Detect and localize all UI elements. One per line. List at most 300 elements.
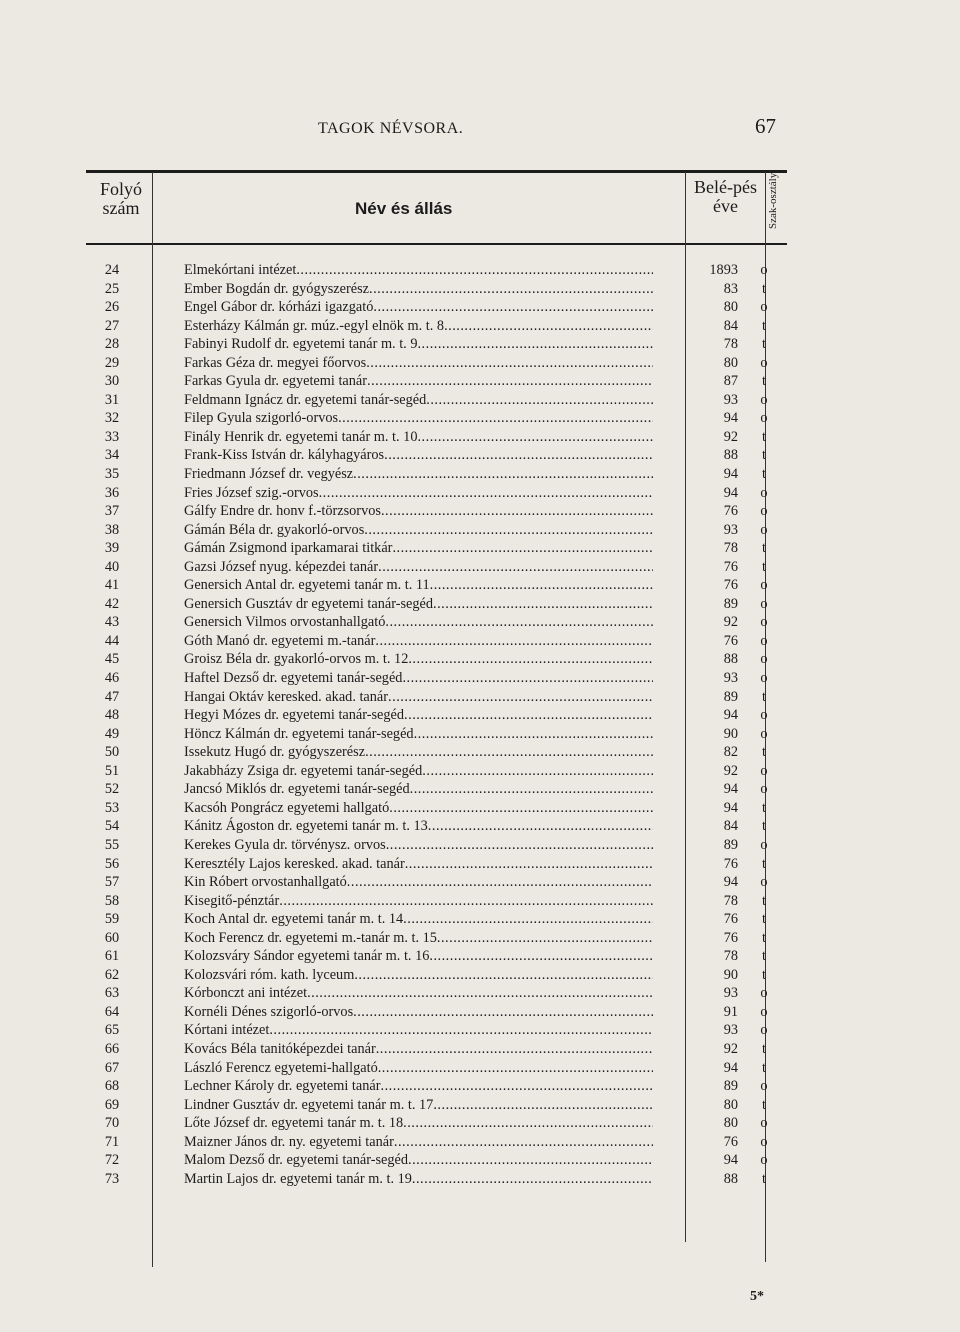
member-entry [184,446,653,465]
table-row [0,539,960,558]
member-name: Fries József szig.-orvos [184,484,319,501]
dot-leader [429,947,653,966]
member-entry [184,298,653,317]
member-entry [184,558,653,577]
table-row [0,762,960,781]
row-number: 69 [104,1096,120,1113]
member-name: Issekutz Hugó dr. gyógyszerész [184,744,366,761]
section-code: t [762,1059,766,1076]
join-year: 87 [723,373,738,390]
dot-leader [404,706,653,725]
table-row [0,1114,960,1133]
member-entry [184,261,653,280]
dot-leader [385,613,653,632]
join-year: 76 [723,1133,738,1150]
member-entry [184,929,653,948]
row-number: 34 [104,447,120,464]
table-row [0,780,960,799]
table-row [0,632,960,651]
join-year: 94 [723,874,738,891]
section-code: t [762,688,766,705]
member-entry [184,1003,653,1022]
member-entry [184,688,653,707]
table-row [0,892,960,911]
member-name: Friedmann József dr. vegyész [184,466,354,483]
member-name: Kacsóh Pongrácz egyetemi hallgató [184,799,390,816]
join-year: 94 [723,781,738,798]
join-year: 89 [723,688,738,705]
dot-leader [375,632,653,651]
dot-leader [412,1170,653,1189]
member-entry [184,1040,653,1059]
section-code: t [762,1096,766,1113]
member-name: Feldmann Ignácz dr. egyetemi tanár-segéd [184,391,427,408]
row-number: 63 [104,985,120,1002]
section-code: t [762,1170,766,1187]
row-number: 59 [104,911,120,928]
table-row [0,873,960,892]
table-row [0,502,960,521]
member-entry [184,762,653,781]
table-row [0,595,960,614]
member-name: Gámán Béla dr. gyakorló-orvos [184,521,365,538]
join-year: 82 [723,744,738,761]
join-year: 92 [723,1040,738,1057]
member-name: Hegyi Mózes dr. egyetemi tanár-segéd [184,707,405,724]
section-code: t [762,911,766,928]
row-number: 60 [104,929,120,946]
dot-leader [392,539,653,558]
row-number: 56 [104,855,120,872]
row-number: 55 [104,836,120,853]
member-entry [184,873,653,892]
dot-leader [381,502,653,521]
member-name: Genersich Gusztáv dr egyetemi tanár-segéd [184,595,434,612]
dot-leader [389,799,653,818]
member-entry [184,855,653,874]
section-code: o [760,670,768,687]
dot-leader [369,280,653,299]
row-number: 38 [104,521,120,538]
member-name: Góth Manó dr. egyetemi m.-tanár [184,632,376,649]
dot-leader [384,446,653,465]
table-row [0,261,960,280]
member-entry [184,780,653,799]
section-code: o [760,781,768,798]
dot-leader [433,1096,653,1115]
section-code: o [760,725,768,742]
table-row [0,910,960,929]
section-code: o [760,874,768,891]
table-row [0,929,960,948]
join-year: 93 [723,521,738,538]
table-row [0,688,960,707]
join-year: 84 [723,317,738,334]
row-number: 71 [104,1133,120,1150]
member-entry [184,1059,653,1078]
dot-leader [296,261,653,280]
row-number: 66 [104,1040,120,1057]
section-code: t [762,892,766,909]
member-entry [184,743,653,762]
member-name: Kórtani intézet [184,1022,270,1039]
join-year: 94 [723,799,738,816]
row-number: 29 [104,354,120,371]
member-entry [184,317,653,336]
row-number: 73 [104,1170,120,1187]
member-entry [184,1133,653,1152]
join-year: 89 [723,595,738,612]
table-row [0,613,960,632]
member-name: Kolozsvári róm. kath. lyceum [184,966,355,983]
join-year: 76 [723,911,738,928]
section-code: o [760,1133,768,1150]
dot-leader [307,984,653,1003]
table-row [0,391,960,410]
dot-leader [402,669,653,688]
member-entry [184,1021,653,1040]
table-row [0,799,960,818]
member-entry [184,984,653,1003]
join-year: 92 [723,762,738,779]
member-name: Kánitz Ágoston dr. egyetemi tanár m. t. 13 [184,818,428,835]
row-number: 41 [104,577,120,594]
row-number: 65 [104,1022,120,1039]
member-entry [184,1096,653,1115]
member-name: Maizner János dr. ny. egyetemi tanár [184,1133,394,1150]
join-year: 80 [723,1115,738,1132]
member-name: Koch Antal dr. egyetemi tanár m. t. 14 [184,911,404,928]
row-number: 27 [104,317,120,334]
join-year: 92 [723,428,738,445]
section-code: o [760,1152,768,1169]
table-row [0,725,960,744]
join-year: 88 [723,1170,738,1187]
dot-leader [422,762,653,781]
join-year: 78 [723,540,738,557]
row-number: 61 [104,948,120,965]
join-year: 90 [723,725,738,742]
dot-leader [417,428,653,447]
join-year: 93 [723,670,738,687]
member-entry [184,335,653,354]
row-number: 50 [104,744,120,761]
join-year: 80 [723,1096,738,1113]
row-number: 45 [104,651,120,668]
table-row [0,298,960,317]
row-number: 33 [104,428,120,445]
join-year: 91 [723,1003,738,1020]
dot-leader [353,465,653,484]
row-number: 39 [104,540,120,557]
join-year: 76 [723,503,738,520]
dot-leader [403,1114,653,1133]
table-row [0,428,960,447]
join-year: 92 [723,614,738,631]
section-code: t [762,799,766,816]
dot-leader [403,910,653,929]
member-name: Keresztély Lajos keresked. akad. tanár [184,855,405,872]
member-name: Höncz Kálmán dr. egyetemi tanár-segéd [184,725,414,742]
table-row [0,817,960,836]
join-year: 88 [723,651,738,668]
member-name: Koch Ferencz dr. egyetemi m.-tanár m. t. 15 [184,929,437,946]
member-entry [184,613,653,632]
member-name: Malom Dezső dr. egyetemi tanár-segéd [184,1152,409,1169]
dot-leader [354,966,653,985]
member-name: Lőte József dr. egyetemi tanár m. t. 18 [184,1115,404,1132]
section-code: o [760,651,768,668]
member-name: Gámán Zsigmond iparkamarai titkár [184,540,393,557]
member-entry [184,428,653,447]
join-year: 83 [723,280,738,297]
join-year: 76 [723,558,738,575]
join-year: 78 [723,892,738,909]
row-number: 62 [104,966,120,983]
member-entry [184,966,653,985]
dot-leader [376,1040,653,1059]
table-row [0,1151,960,1170]
member-name: Farkas Gyula dr. egyetemi tanár [184,373,368,390]
join-year: 80 [723,299,738,316]
section-code: o [760,391,768,408]
join-year: 78 [723,948,738,965]
dot-leader [373,298,653,317]
table-row [0,984,960,1003]
table-row [0,521,960,540]
member-entry [184,1077,653,1096]
table-row [0,1003,960,1022]
row-number: 28 [104,336,120,353]
table-row [0,484,960,503]
row-number: 35 [104,466,120,483]
member-name: Kisegitő-pénztár [184,892,280,909]
join-year: 76 [723,632,738,649]
section-code: o [760,299,768,316]
table-row [0,1040,960,1059]
dot-leader [417,335,653,354]
section-code: o [760,1022,768,1039]
dot-leader [388,688,653,707]
section-code: o [760,1003,768,1020]
member-name: Frank-Kiss István dr. kályhagyáros [184,447,385,464]
table-row [0,558,960,577]
row-number: 43 [104,614,120,631]
dot-leader [430,576,653,595]
row-number: 32 [104,410,120,427]
member-entry [184,465,653,484]
table-row [0,1096,960,1115]
section-code: t [762,540,766,557]
member-entry [184,372,653,391]
section-code: t [762,466,766,483]
member-entry [184,391,653,410]
join-year: 94 [723,484,738,501]
table-row [0,1170,960,1189]
member-name: Farkas Géza dr. megyei főorvos [184,354,367,371]
section-code: t [762,744,766,761]
row-number: 40 [104,558,120,575]
dot-leader [394,1133,653,1152]
table-row [0,836,960,855]
member-entry [184,280,653,299]
section-code: o [760,836,768,853]
member-entry [184,1170,653,1189]
join-year: 94 [723,1152,738,1169]
table-row [0,372,960,391]
join-year: 93 [723,985,738,1002]
row-number: 25 [104,280,120,297]
member-entry [184,354,653,373]
section-code: o [760,354,768,371]
row-number: 70 [104,1115,120,1132]
row-number: 53 [104,799,120,816]
dot-leader [338,409,653,428]
row-number: 48 [104,707,120,724]
member-name: Genersich Vilmos orvostanhallgató [184,614,386,631]
member-entry [184,521,653,540]
member-name: Engel Gábor dr. kórházi igazgató [184,299,374,316]
member-name: Jancsó Miklós dr. egyetemi tanár-segéd [184,781,410,798]
section-code: t [762,948,766,965]
page-title: TAGOK NÉVSORA. [318,120,464,137]
table-row [0,409,960,428]
dot-leader [428,817,653,836]
table-row [0,706,960,725]
section-code: o [760,262,768,278]
column-header-section [767,172,787,240]
column-header-name: Név és állás [355,199,453,218]
section-code: o [760,410,768,427]
dot-leader [444,317,653,336]
dot-leader [405,855,653,874]
member-entry [184,817,653,836]
member-entry [184,1114,653,1133]
member-name: Elmekórtani intézet [184,262,297,278]
member-entry [184,669,653,688]
table-row [0,354,960,373]
section-code: o [760,503,768,520]
table-row [0,966,960,985]
join-year: 76 [723,577,738,594]
column-header-section-label: Szak-osztály [767,172,779,229]
section-code: t [762,929,766,946]
table-row [0,669,960,688]
row-number: 37 [104,503,120,520]
row-number: 30 [104,373,120,390]
row-number: 47 [104,688,120,705]
member-entry [184,1151,653,1170]
dot-leader [378,1059,653,1078]
member-name: Haftel Dezső dr. egyetemi tanár-segéd [184,670,403,687]
dot-leader [433,595,653,614]
dot-leader [386,836,653,855]
member-entry [184,799,653,818]
table-row [0,855,960,874]
dot-leader [414,725,653,744]
column-header-number: Folyó szám [99,179,142,218]
section-code: t [762,447,766,464]
dot-leader [366,354,653,373]
row-number: 51 [104,762,120,779]
dot-leader [381,1077,654,1096]
row-number: 42 [104,595,120,612]
join-year: 90 [723,966,738,983]
member-entry [184,892,653,911]
section-code: o [760,985,768,1002]
column-header-year: Belé-pés éve [694,177,757,216]
section-code: o [760,521,768,538]
member-entry [184,725,653,744]
section-code: o [760,707,768,724]
row-number: 36 [104,484,120,501]
dot-leader [364,521,653,540]
section-code: t [762,1040,766,1057]
section-code: t [762,280,766,297]
dot-leader [319,484,653,503]
join-year: 76 [723,855,738,872]
page-number: 67 [755,114,776,138]
join-year: 1893 [709,262,738,278]
join-year: 78 [723,336,738,353]
member-list [0,261,960,1188]
table-row [0,1059,960,1078]
table-row [0,317,960,336]
table-row [0,743,960,762]
join-year: 76 [723,929,738,946]
dot-leader [426,391,653,410]
row-number: 44 [104,632,120,649]
dot-leader [269,1021,653,1040]
section-code: t [762,966,766,983]
member-name: Kin Róbert orvostanhallgató [184,874,347,891]
join-year: 94 [723,410,738,427]
member-name: Gazsi József nyug. képezdei tanár [184,558,379,575]
member-entry [184,409,653,428]
table-top-rule [86,170,787,173]
row-number: 24 [104,262,120,278]
member-name: Kerekes Gyula dr. törvénysz. orvos [184,836,386,853]
member-entry [184,632,653,651]
dot-leader [408,1151,653,1170]
signature-mark: 5* [750,1289,764,1304]
row-number: 46 [104,670,120,687]
row-number: 49 [104,725,120,742]
member-name: Hangai Oktáv keresked. akad. tanár [184,688,389,705]
member-entry [184,502,653,521]
member-entry [184,706,653,725]
dot-leader [410,780,653,799]
section-code: t [762,336,766,353]
section-code: o [760,614,768,631]
join-year: 94 [723,707,738,724]
member-entry [184,576,653,595]
member-name: Esterházy Kálmán gr. múz.-egyl elnök m. t. 8 [184,317,445,334]
member-name: Lindner Gusztáv dr. egyetemi tanár m. t. 17 [184,1096,434,1113]
dot-leader [367,372,653,391]
table-row [0,650,960,669]
dot-leader [347,873,653,892]
row-number: 67 [104,1059,120,1076]
row-number: 72 [104,1152,120,1169]
section-code: t [762,558,766,575]
join-year: 88 [723,447,738,464]
join-year: 80 [723,354,738,371]
member-name: László Ferencz egyetemi-hallgató [184,1059,378,1076]
member-entry [184,484,653,503]
row-number: 26 [104,299,120,316]
row-number: 58 [104,892,120,909]
